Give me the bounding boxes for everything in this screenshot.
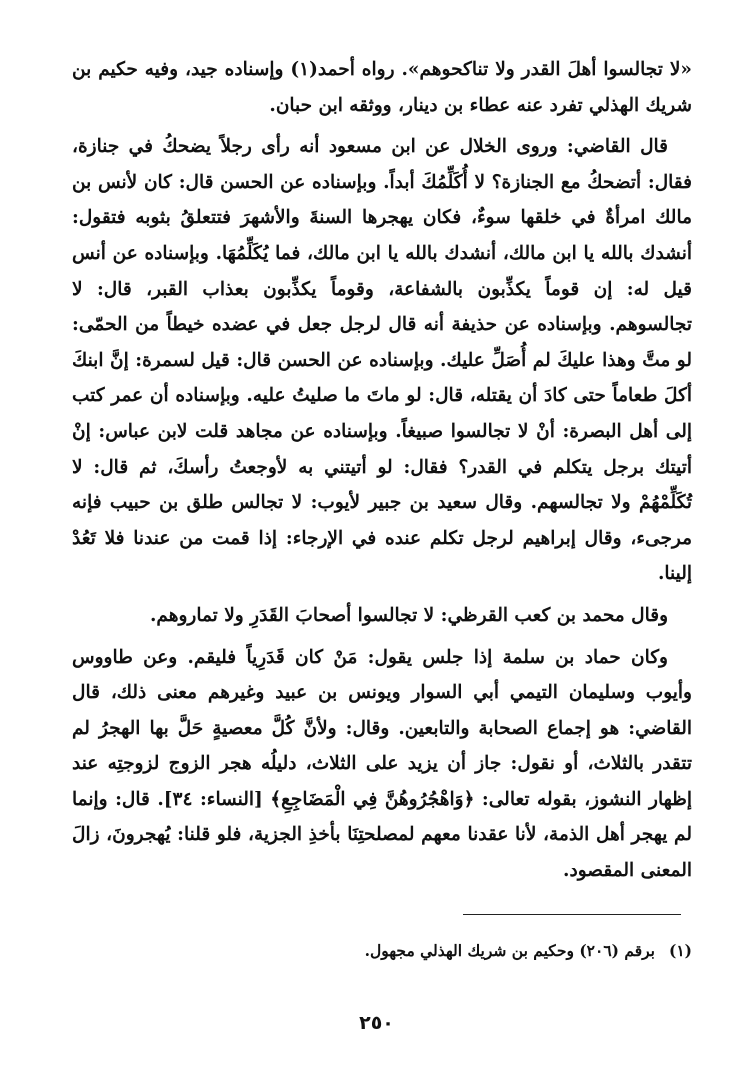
page-number: ٢٥٠ <box>359 1012 394 1034</box>
main-text <box>72 52 692 889</box>
paragraph: «لا تجالسوا أهلَ القدر ولا تناكحوهم». رواه أحمد(١) وإسناده جيد، وفيه حكيم بن شريك الهذلي تفرد عنه عطاء بن دينار، ووثقه ابن حبان. <box>72 59 692 116</box>
paragraph: وقال محمد بن كعب القرظي: لا تجالسوا أصحابَ القَدَرِ ولا تماروهم. <box>149 604 668 626</box>
footnote-text: برقم (٢٠٦) وحكيم بن شريك الهذلي مجهول. <box>364 941 655 960</box>
paragraph: وكان حماد بن سلمة إذا جلس يقول: مَنْ كان قَدَرِياً فليقم. وعن طاووس وأيوب وسليمان التيمي أبي السوار ويونس بن عبيد وغيرهم معنى ذلك، قال القاضي: هو إجماع الصحابة والتابعين. وقال: ولأنَّ كُلَّ معصيةٍ حَلَّ بها الهجرُ لم تتقدر بالثلاث، أو نقول: جاز أن يزيد على الثلاث، دليلُه هجر الزوج لزوجتِه عند إظهار النشوز، بقوله تعالى: ﴿وَاهْجُرُوهُنَّ فِي الْمَضَاجِعِ﴾ [النساء: ٣٤]. قال: وإنما لم يهجر أهل الذمة، لأنا عقدنا معهم لمصلحتِنَا بأخذِ الجزية، فلو قلنا: يُهجرونَ، زالَ المعنى المقصود. <box>72 646 692 882</box>
footnote <box>72 938 692 964</box>
footnote-divider <box>463 914 681 915</box>
footnote-marker: (١) <box>668 941 692 960</box>
paragraph: قال القاضي: وروى الخلال عن ابن مسعود أنه رأى رجلاً يضحكُ في جنازة، فقال: أتضحكُ مع الجنازة؟ لا أُكَلِّمُكَ أبداً. وبإسناده عن الحسن قال: كان لأنس بن مالك امرأةٌ في خلقها سوءٌ، فكان يهجرها السنةَ والأشهرَ فتتعلقُ بثوبه فتقول: أنشدك بالله يا ابن مالك، أنشدك بالله يا ابن مالك، فما يُكَلِّمُهَا. وبإسناده عن أنس قيل له: إن قوماً يكذِّبون بالشفاعة، وقوماً يكذِّبون بعذاب القبر، قال: لا تجالسوهم. وبإسناده عن حذيفة أنه قال لرجل جعل في عضده خيطاً من الحمّى: لو متَّ وهذا عليكَ لم أُصَلِّ عليك. وبإسناده عن الحسن قال: قيل لسمرة: إنَّ ابنكَ أكلَ طعاماً حتى كادَ أن يقتله، قال: لو ماتَ ما صليتُ عليه. وبإسناده أن عمر كتب إلى أهل البصرة: أنْ لا تجالسوا صبيغاً. وبإسناده عن مجاهد قلت لابن عباس: إنْ أتيتك برجل يتكلم في القدر؟ فقال: لو أتيتني به لأوجعتُ رأسكَ، ثم قال: لا تُكَلِّمْهُمْ ولا تجالسهم. وقال سعيد بن جبير لأيوب: لا تجالس طلق بن حبيب فإنه مرجىء، وقال إبراهيم لرجل تكلم عنده في الإرجاء: إذا قمت من عندنا فلا تَعُدْ إلينا. <box>72 136 692 585</box>
